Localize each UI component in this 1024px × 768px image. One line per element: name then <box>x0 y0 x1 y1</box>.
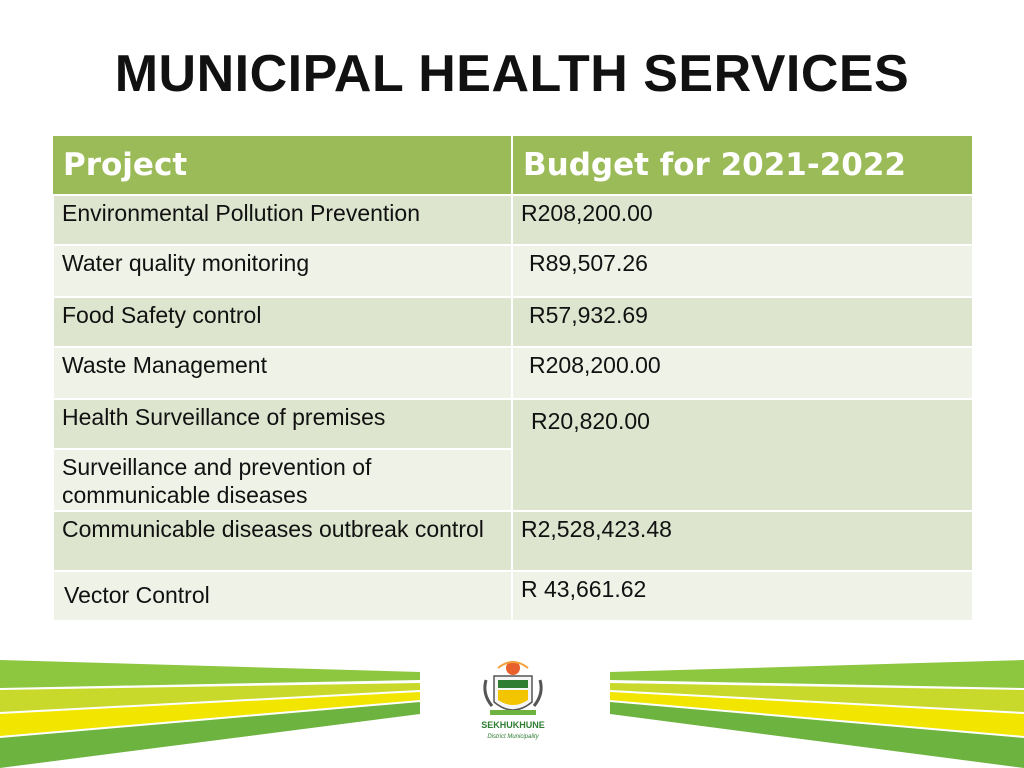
project-cell: Waste Management <box>53 347 512 399</box>
budget-cell: R2,528,423.48 <box>512 511 973 571</box>
project-cell: Vector Control <box>53 571 512 621</box>
table-header-row <box>53 136 973 195</box>
header-budget: Budget for 2021-2022 <box>512 136 973 195</box>
project-cell: Surveillance and prevention of communicable diseases <box>53 449 512 511</box>
project-cell: Environmental Pollution Prevention <box>53 195 512 245</box>
budget-cell: R208,200.00 <box>512 195 973 245</box>
budget-table <box>52 136 974 622</box>
table-row <box>53 245 973 297</box>
table-row <box>53 571 973 621</box>
header-project: Project <box>53 136 512 195</box>
logo-name: SEKHUKHUNE <box>481 720 545 730</box>
project-cell: Communicable diseases outbreak control <box>53 511 512 571</box>
project-cell: Water quality monitoring <box>53 245 512 297</box>
table-row <box>53 399 973 449</box>
logo-subtitle: District Municipality <box>487 734 539 740</box>
budget-cell: R57,932.69 <box>512 297 973 347</box>
table-row <box>53 511 973 571</box>
project-cell: Health Surveillance of premises <box>53 399 512 449</box>
budget-cell: R20,820.00 <box>512 399 973 511</box>
project-cell: Food Safety control <box>53 297 512 347</box>
slide-title: MUNICIPAL HEALTH SERVICES <box>114 45 910 103</box>
budget-cell: R89,507.26 <box>512 245 973 297</box>
budget-cell: R 43,661.62 <box>512 571 973 621</box>
budget-cell: R208,200.00 <box>512 347 973 399</box>
municipality-logo <box>476 658 550 748</box>
table-row <box>53 297 973 347</box>
table-row <box>53 347 973 399</box>
table-row <box>53 195 973 245</box>
